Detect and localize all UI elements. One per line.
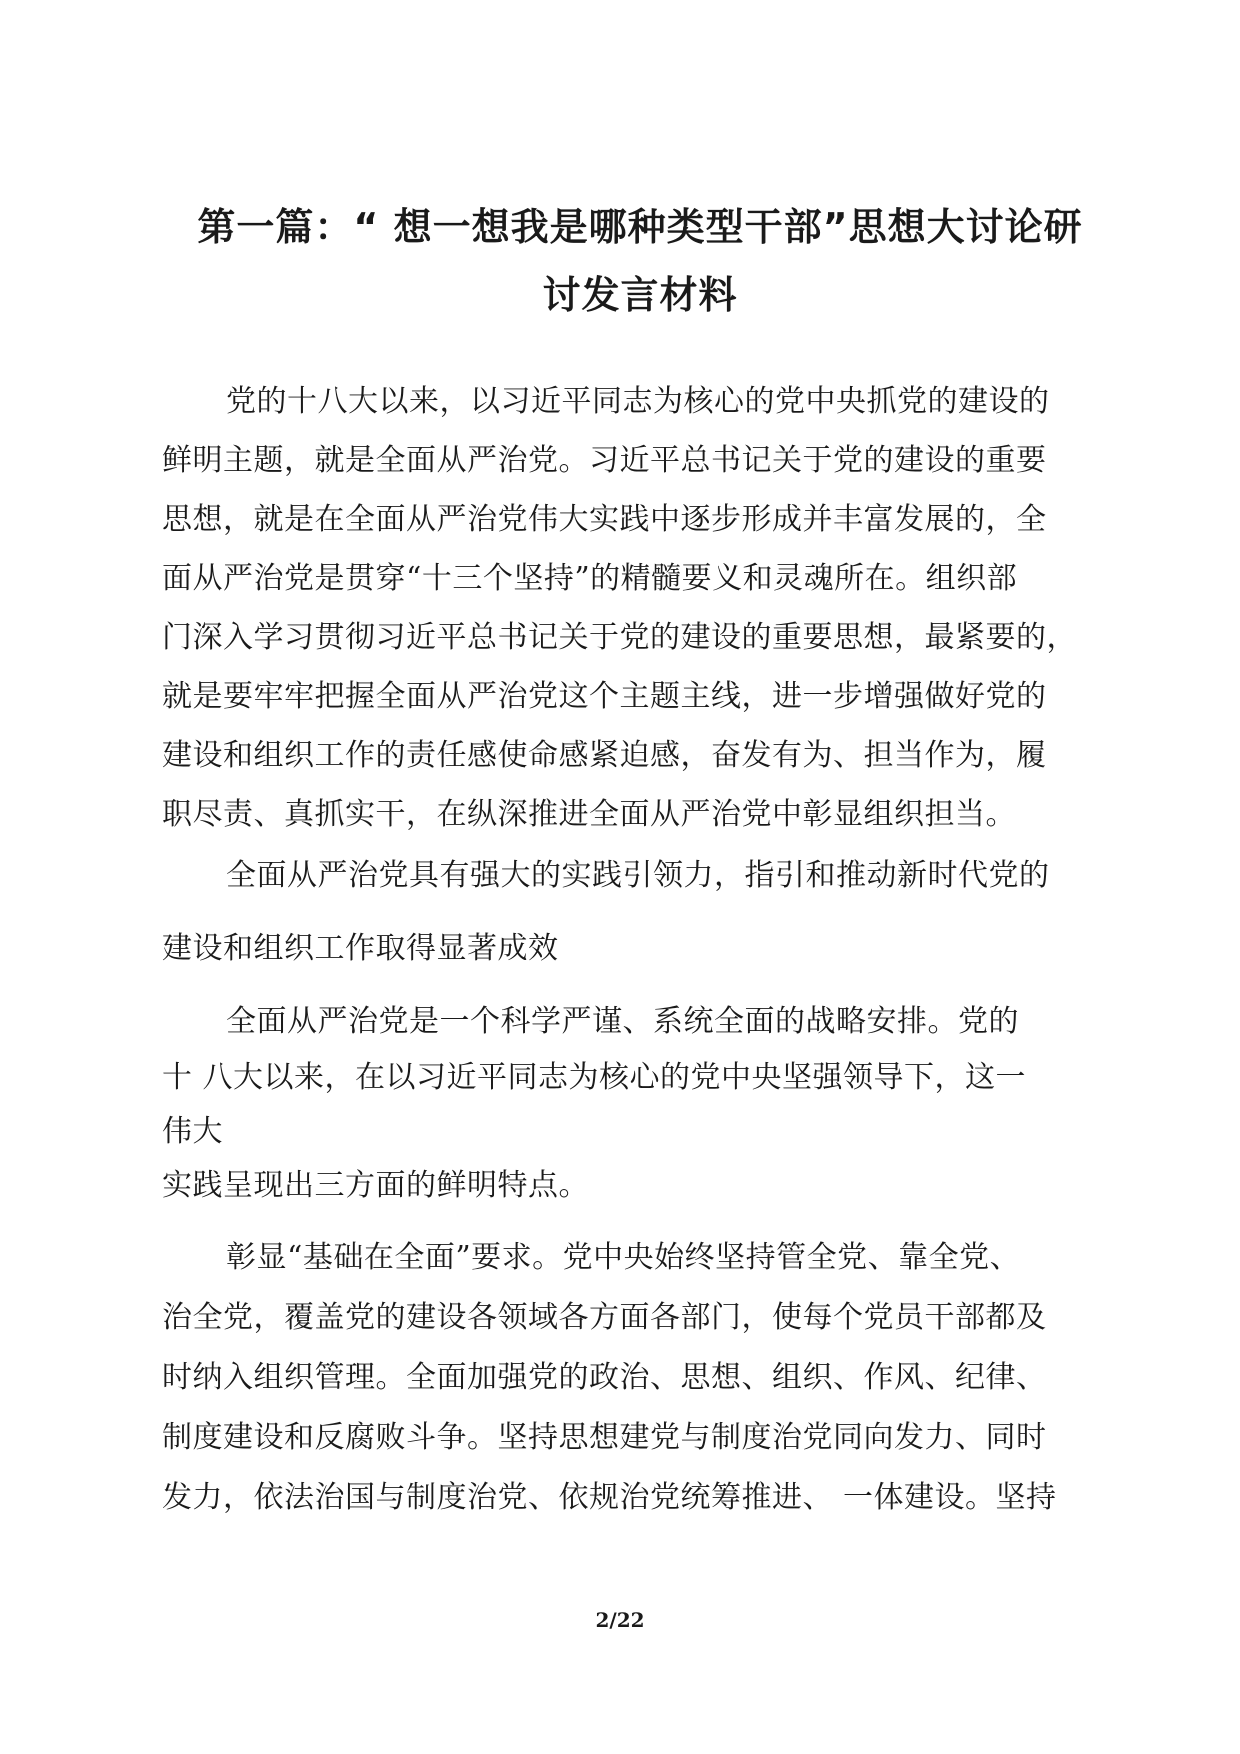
body-line: 职尽责、真抓实干，在纵深推进全面从严治党中彰显组织担当。 — [162, 797, 1016, 832]
body-line: 门深入学习贯彻习近平总书记关于党的建设的重要思想，最紧要的， — [162, 620, 1077, 655]
body-line: 实践呈现出三方面的鲜明特点。 — [162, 1168, 589, 1203]
body-line: 思想，就是在全面从严治党伟大实践中逐步形成并丰富发展的，全 — [162, 502, 1047, 537]
body-line: 发力，依法治国与制度治党、依规治党统筹推进、 一体建设。坚持 — [162, 1480, 1057, 1515]
body-line: 伟大 — [162, 1114, 223, 1149]
body-line: 彰显“基础在全面”要求。党中央始终坚持管全党、靠全党、 — [226, 1240, 1021, 1275]
body-line: 就是要牢牢把握全面从严治党这个主题主线，进一步增强做好党的 — [162, 679, 1047, 714]
body-line: 全面从严治党具有强大的实践引领力，指引和推动新时代党的 — [226, 858, 1050, 893]
body-line: 制度建设和反腐败斗争。坚持思想建党与制度治党同向发力、同时 — [162, 1420, 1047, 1455]
body-line: 鲜明主题，就是全面从严治党。习近平总书记关于党的建设的重要 — [162, 443, 1047, 478]
body-line: 时纳入组织管理。全面加强党的政治、思想、组织、作风、纪律、 — [162, 1360, 1047, 1395]
body-line: 建设和组织工作取得显著成效 — [162, 931, 559, 966]
document-title-line-2: 讨发言材料 — [542, 273, 738, 317]
document-title-line-1: 第一篇：“ 想一想我是哪种类型干部”思想大讨论研 — [197, 205, 1083, 249]
body-line: 党的十八大以来，以习近平同志为核心的党中央抓党的建设的 — [226, 384, 1050, 419]
body-line: 建设和组织工作的责任感使命感紧迫感，奋发有为、担当作为，履 — [162, 738, 1047, 773]
body-line: 治全党，覆盖党的建设各领域各方面各部门，使每个党员干部都及 — [162, 1300, 1047, 1335]
body-line: 面从严治党是贯穿“十三个坚持”的精髓要义和灵魂所在。组织部 — [162, 561, 1018, 596]
body-line: 十 八大以来，在以习近平同志为核心的党中央坚强领导下，这一 — [162, 1060, 1027, 1095]
body-line: 全面从严治党是一个科学严谨、系统全面的战略安排。党的 — [226, 1004, 1019, 1039]
page-number: 2/22 — [595, 1608, 645, 1632]
